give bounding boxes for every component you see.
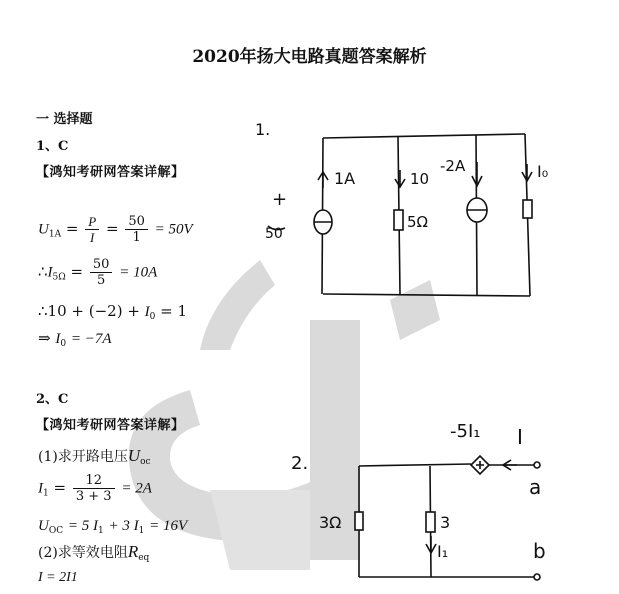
circuit-figure-1 (250, 110, 570, 310)
q1-header: 【鸿知考研网答案详解】 (36, 165, 185, 180)
fig1-src2-label: -2A (440, 157, 466, 175)
q2-eq3: I = 2I1 (38, 570, 78, 585)
fig2-terminal-b (534, 574, 540, 580)
fig1-plus: + (272, 189, 288, 210)
q1-eq1: $U_{1A}$ = $\frac{P}{I}$ = $\frac{50}{1}$ = 50V (38, 214, 193, 245)
fig1-unknown-element (523, 200, 532, 218)
fig1-src1-label: 1A (334, 169, 356, 188)
q1-answer: 1、C (36, 139, 69, 154)
fig2-label: 2. (291, 453, 309, 474)
q2-eq1: $I_1$ = $\frac{12}{3 + 3}$ = 2A (38, 473, 152, 504)
section-heading: 一 选择题 (36, 112, 93, 127)
fig1-arrow-up-1 (318, 172, 328, 188)
fig1-arrow-down-2 (395, 170, 405, 187)
q1-eq2: $\therefore I_{5\Omega}$ = $\frac{50}{5}$ = 10A (38, 257, 158, 288)
fig1-arrow-down-4 (522, 164, 532, 181)
fig2-node-a: a (529, 475, 542, 499)
fig1-res-label: 10 (410, 170, 430, 188)
fig2-top-wire (359, 464, 471, 466)
fig1-voltage: 50 (265, 226, 283, 242)
fig1-res2-label: 5Ω (407, 213, 429, 231)
fig2-current1-label: I₁ (437, 542, 449, 561)
fig2-node-b: b (533, 539, 546, 563)
q2-eq2: $U_{OC} = 5$ $I_1 + 3$ $I_1 = 16V$ (38, 518, 188, 536)
fig1-arrow-down-3 (472, 162, 482, 186)
fig1-unknown-label: I₀ (537, 162, 549, 181)
fig1-label: 1. (255, 120, 271, 139)
fig1-resistor (394, 210, 403, 230)
fig2-terminal-a (534, 462, 540, 468)
q2-step1: (1)求开路电压$U_{oc}$ (38, 446, 151, 467)
circuit-figure-2 (285, 412, 585, 592)
q2-answer: 2、C (36, 392, 69, 407)
fig2-resistor-2 (426, 512, 435, 532)
fig2-resistor-1 (355, 512, 363, 530)
fig1-top-wire (323, 134, 525, 138)
fig1-bottom-wire (323, 294, 530, 296)
fig2-dep-src-label: -5I₁ (450, 421, 481, 442)
q1-eq3: ∴10 + $(-2) + I_0 = 1$ (38, 302, 188, 322)
q2-step2: (2)求等效电阻$R_{eq}$ (38, 542, 150, 563)
page-title: 2020年扬大电路真题答案解析 (192, 47, 427, 67)
fig2-current-arrow (503, 460, 517, 470)
fig2-res2-label: 3 (440, 513, 451, 532)
fig2-arrow-i1 (426, 536, 436, 553)
q1-eq4: ⇒ $I_0 = -7A$ (38, 329, 112, 349)
q2-header: 【鸿知考研网答案详解】 (36, 418, 185, 433)
fig2-res1-label: 3Ω (319, 513, 342, 532)
fig2-current-label: I (517, 425, 523, 449)
